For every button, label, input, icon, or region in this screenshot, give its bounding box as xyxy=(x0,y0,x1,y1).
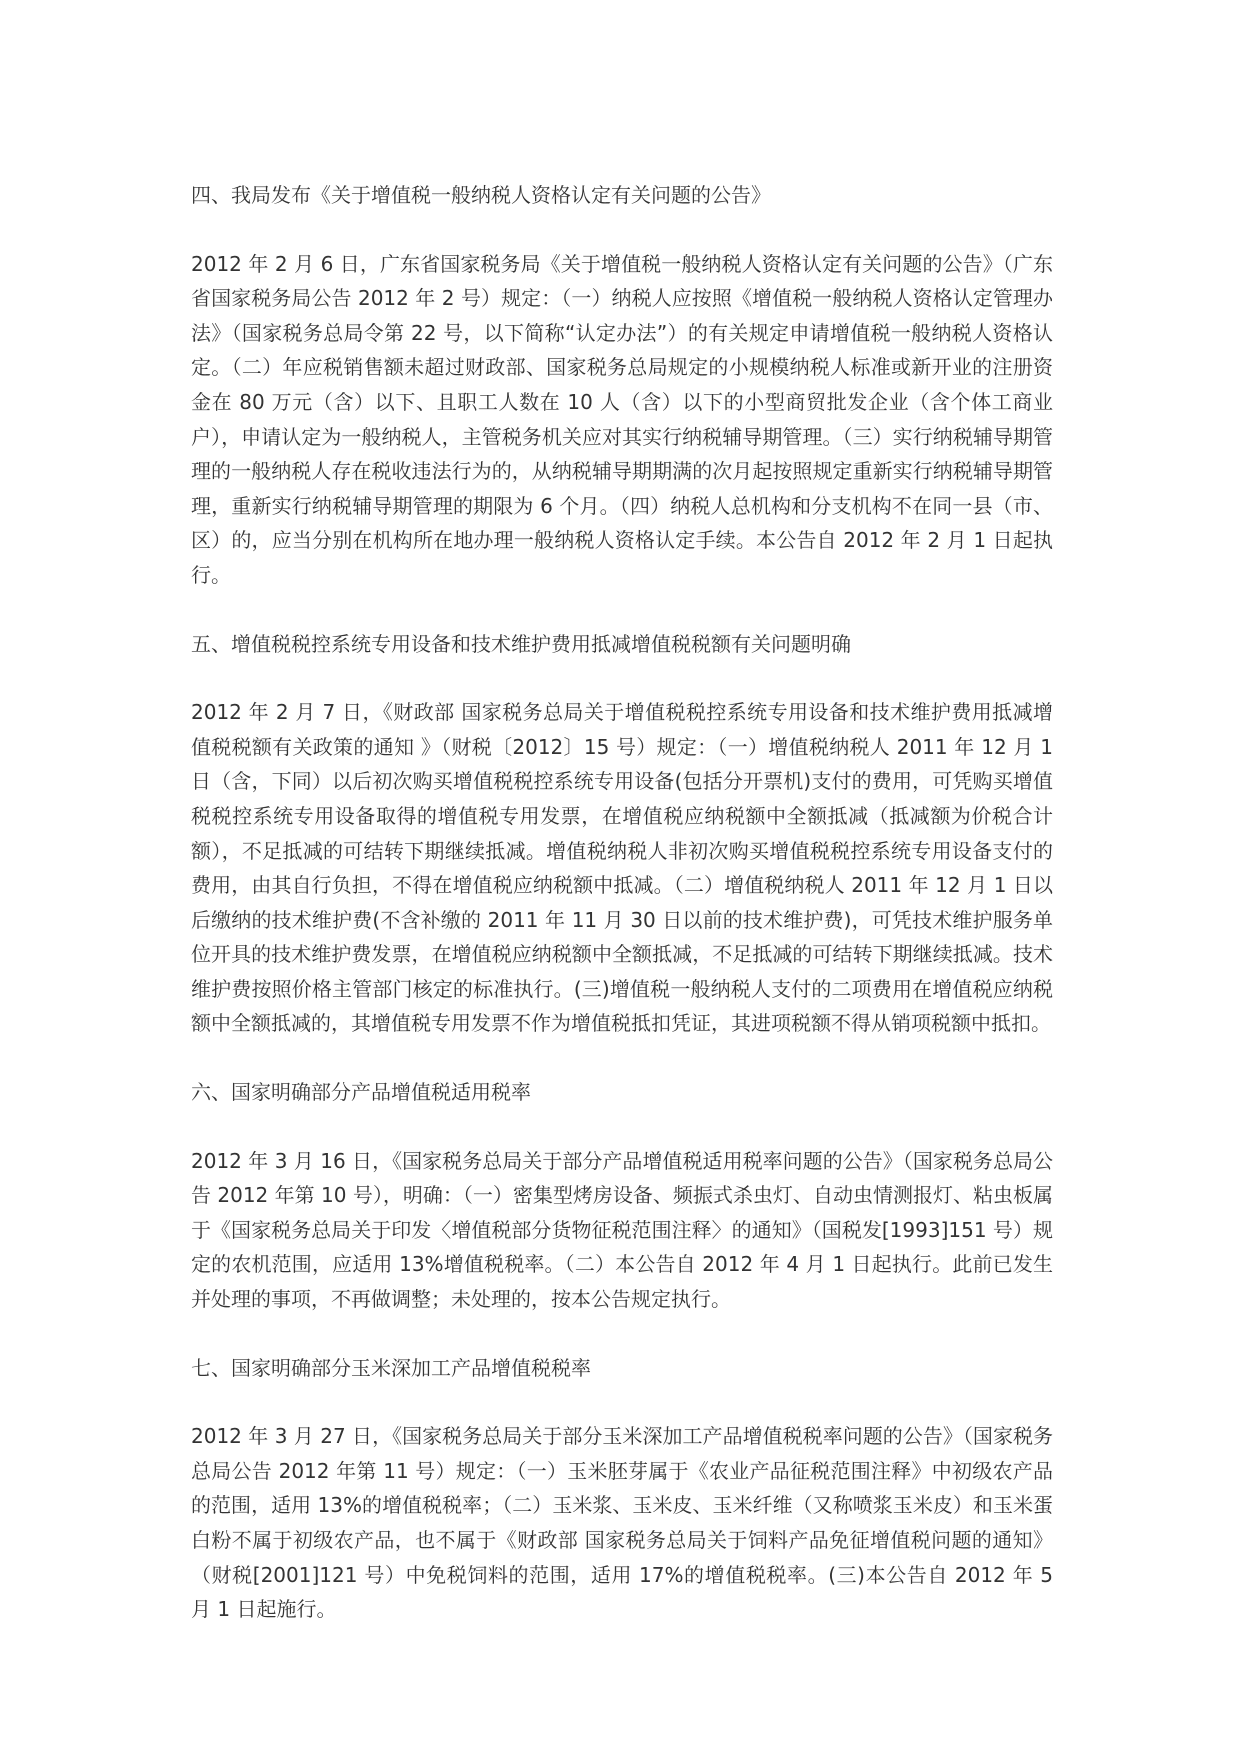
section-heading-6: 六、国家明确部分产品增值税适用税率 xyxy=(191,1080,531,1105)
document-body xyxy=(191,178,1053,1661)
section-heading-5: 五、增值税税控系统专用设备和技术维护费用抵减增值税税额有关问题明确 xyxy=(191,631,851,656)
section-heading-4: 四、我局发布《关于增值税一般纳税人资格认定有关问题的公告》 xyxy=(191,183,771,207)
section-paragraph-7: 2012 年 3 月 27 日，《国家税务总局关于部分玉米深加工产品增值税税率问题的公告》（国家税务总局公告 2012 年第 11 号）规定：（一）玉米胚芽属于《农业产品征税范围注释》中初级农产品的范围，适用 13%的增值税税率；（二）玉米浆、玉米皮、玉米纤维（又称喷浆玉米皮）和玉米蛋白粉不属于初级农产品，也不属于《财政部 国家税务总局关于饲料产品免征增值税问题的通知》（财税[2001]121 号）中免税饲料的范围，适用 17%的增值税税率。(三)本公告自 2012 年 5 月 1 日起施行。 xyxy=(191,1424,1053,1622)
section-paragraph-5: 2012 年 2 月 7 日，《财政部 国家税务总局关于增值税税控系统专用设备和技术维护费用抵减增值税税额有关政策的通知 》（财税〔2012〕15 号）规定：（一）增值税纳税人 2011 年 12 月 1 日（含，下同）以后初次购买增值税税控系统专用设备(包括分开票机)支付的费用，可凭购买增值税税控系统专用设备取得的增值税专用发票，在增值税应纳税额中全额抵减（抵减额为价税合计额），不足抵减的可结转下期继续抵减。增值税纳税人非初次购买增值税税控系统专用设备支付的费用，由其自行负担，不得在增值税应纳税额中抵减。（二）增值税纳税人 2011 年 12 月 1 日以后缴纳的技术维护费(不含补缴的 2011 年 11 月 30 日以前的技术维护费)，可凭技术维护服务单位开具的技术维护费发票，在增值税应纳税额中全额抵减，不足抵减的可结转下期继续抵减。技术维护费按照价格主管部门核定的标准执行。(三)增值税一般纳税人支付的二项费用在增值税应纳税额中全额抵减的，其增值税专用发票不作为增值税抵扣凭证，其进项税额不得从销项税额中抵扣。 xyxy=(191,700,1053,1036)
section-heading-7: 七、国家明确部分玉米深加工产品增值税税率 xyxy=(191,1355,591,1380)
section-paragraph-6: 2012 年 3 月 16 日，《国家税务总局关于部分产品增值税适用税率问题的公告》（国家税务总局公告 2012 年第 10 号），明确：（一）密集型烤房设备、频振式杀虫灯、自动虫情测报灯、粘虫板属于《国家税务总局关于印发〈增值税部分货物征税范围注释〉的通知》（国税发[1993]151 号）规定的农机范围，应适用 13%增值税税率。（二）本公告自 2012 年 4 月 1 日起执行。此前已发生并处理的事项，不再做调整；未处理的，按本公告规定执行。 xyxy=(191,1148,1053,1312)
section-paragraph-4: 2012 年 2 月 6 日，广东省国家税务局《关于增值税一般纳税人资格认定有关问题的公告》（广东省国家税务局公告 2012 年 2 号）规定：（一）纳税人应按照《增值税一般纳税人资格认定管理办法》（国家税务总局令第 22 号，以下简称“认定办法”）的有关规定申请增值税一般纳税人资格认定。（二）年应税销售额未超过财政部、国家税务总局规定的小规模纳税人标准或新开业的注册资金在 80 万元（含）以下、且职工人数在 10 人（含）以下的小型商贸批发企业（含个体工商业户），申请认定为一般纳税人，主管税务机关应对其实行纳税辅导期管理。（三）实行纳税辅导期管理的一般纳税人存在税收违法行为的，从纳税辅导期期满的次月起按照规定重新实行纳税辅导期管理，重新实行纳税辅导期管理的期限为 6 个月。（四）纳税人总机构和分支机构不在同一县（市、区）的，应当分别在机构所在地办理一般纳税人资格认定手续。本公告自 2012 年 2 月 1 日起执行。 xyxy=(191,251,1053,587)
